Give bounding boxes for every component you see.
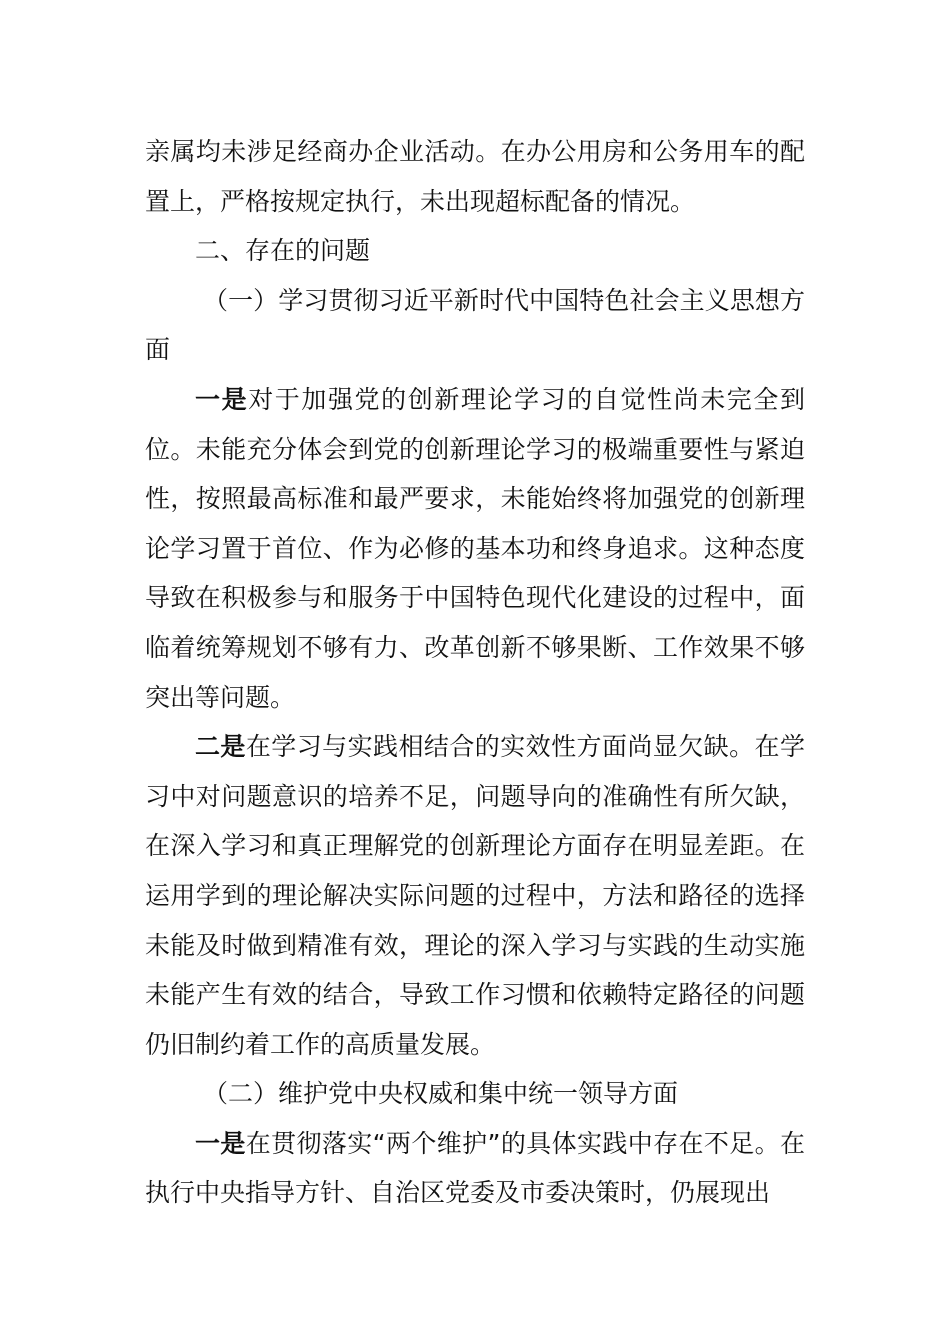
section-heading [145, 226, 805, 276]
subsection-heading-text: （一）学习贯彻习近平新时代中国特色社会主义思想方面 [145, 285, 805, 365]
paragraph-point-one [145, 1119, 805, 1218]
paragraph-point-two [145, 722, 805, 1069]
paragraph-point-one [145, 375, 805, 722]
paragraph-text: 亲属均未涉足经商办企业活动。在办公用房和公务用车的配置上，严格按规定执行，未出现超标配备的情况。 [145, 137, 805, 216]
paragraph-continuation [145, 127, 805, 226]
subsection-heading-text: （二）维护党中央权威和集中统一领导方面 [203, 1079, 679, 1109]
paragraph-lead: 一是 [195, 1128, 246, 1158]
paragraph-text: 在学习与实践相结合的实效性方面尚显欠缺。在学习中对问题意识的培养不足，问题导向的准确性有所欠缺，在深入学习和真正理解党的创新理论方面存在明显差距。在运用学到的理论解决实际问题的过程中，方法和路径的选择未能及时做到精准有效，理论的深入学习与实践的生动实施未能产生有效的结合，导致工作习惯和依赖特定路径的问题仍旧制约着工作的高质量发展。 [145, 732, 805, 1059]
subsection-heading [145, 276, 805, 375]
subsection-heading [145, 1069, 805, 1119]
section-heading-text: 二、存在的问题 [195, 236, 371, 266]
paragraph-lead: 二是 [195, 732, 246, 762]
document-body [145, 127, 805, 1218]
paragraph-text: 在贯彻落实“两个维护”的具体实践中存在不足。在执行中央指导方针、自治区党委及市委决策时，仍展现出 [145, 1128, 805, 1208]
paragraph-lead: 一是 [195, 384, 249, 414]
paragraph-text: 对于加强党的创新理论学习的自觉性尚未完全到位。未能充分体会到党的创新理论学习的极端重要性与紧迫性，按照最高标准和最严要求，未能始终将加强党的创新理论学习置于首位、作为必修的基本功和终身追求。这种态度导致在积极参与和服务于中国特色现代化建设的过程中，面临着统筹规划不够有力、改革创新不够果断、工作效果不够突出等问题。 [145, 384, 805, 712]
